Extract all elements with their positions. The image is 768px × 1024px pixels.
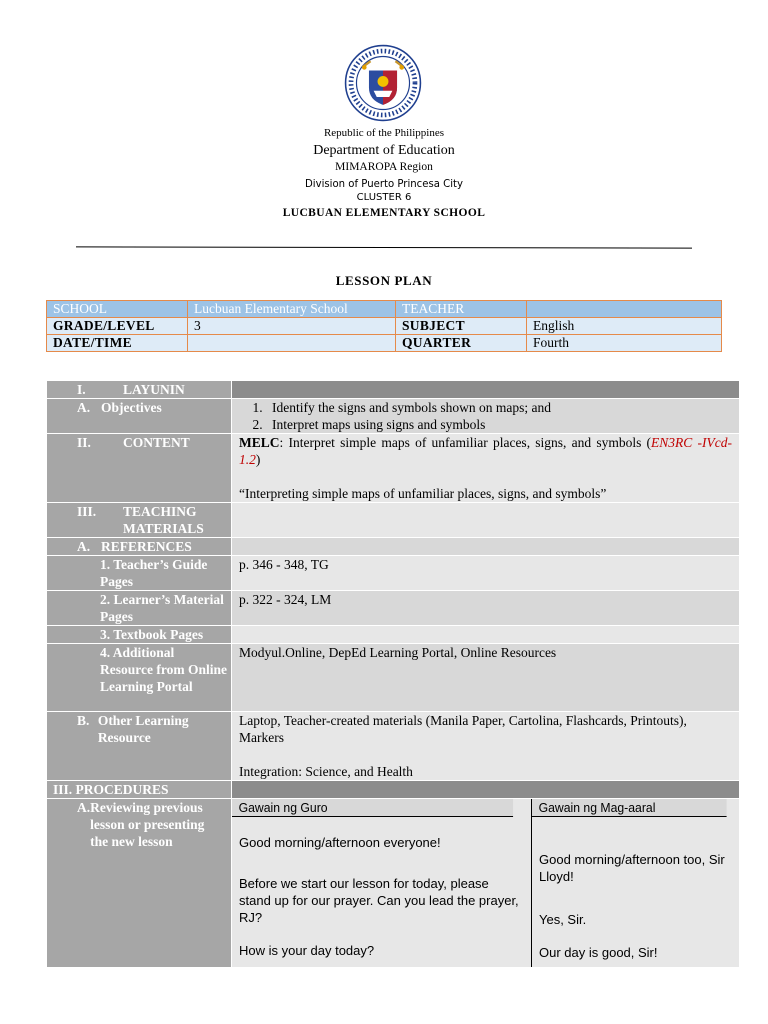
melc-label: MELC (239, 435, 280, 450)
content-quote: “Interpreting simple maps of unfamiliar places, signs, and symbols” (239, 486, 607, 501)
textbook-value (232, 626, 740, 644)
activity-split-table (232, 799, 739, 967)
info-row-school (47, 301, 722, 318)
republic-text: Republic of the Philippines (323, 127, 445, 139)
subject-value: English (527, 318, 722, 335)
objective-item: 2. Interpret maps using signs and symbols (266, 416, 732, 433)
materials-num: III. (77, 504, 97, 519)
row-procedures (47, 781, 740, 799)
additional-label: 4. Additional Resource from Online Learning Portal (100, 645, 227, 694)
row-textbook (47, 626, 740, 644)
objectives-label: Objectives (101, 400, 162, 415)
reviewing-num: A. (77, 800, 91, 815)
school-label: SCHOOL (47, 301, 188, 318)
lm-value: p. 322 - 324, LM (232, 591, 740, 626)
row-other-resource (47, 712, 740, 781)
lesson-plan-title: LESSON PLAN (335, 273, 433, 288)
student-line: Yes, Sir. (539, 912, 587, 927)
reviewing-label: Reviewing previous lesson or presenting the new lesson (90, 800, 205, 849)
quarter-label: QUARTER (396, 335, 527, 352)
deped-seal-logo (344, 44, 422, 122)
teacher-activity-header: Gawain ng Guro (232, 799, 513, 817)
department-text: Department of Education (313, 143, 455, 158)
row-teaching-materials: III. TEACHING MATERIALS (47, 503, 740, 538)
info-row-grade (47, 318, 722, 335)
content-num: II. (77, 435, 91, 450)
quarter-value: Fourth (527, 335, 722, 352)
other-value: Laptop, Teacher-created materials (Manila Paper, Cartolina, Flashcards, Printouts), Markers (239, 713, 687, 745)
additional-value: Modyul.Online, DepEd Learning Portal, Online Resources (232, 644, 740, 712)
other-label: Other Learning Resource (97, 713, 189, 745)
row-references (47, 538, 740, 556)
teacher-label: TEACHER (396, 301, 527, 318)
info-table (46, 300, 722, 352)
content-label: CONTENT (123, 435, 190, 450)
objectives-num: A. (77, 400, 91, 415)
header-divider (76, 246, 692, 248)
cluster-text: CLUSTER 6 (356, 192, 412, 203)
student-line: Our day is good, Sir! (539, 945, 658, 960)
datetime-label: DATE/TIME (47, 335, 188, 352)
tg-label: 1. Teacher’s Guide Pages (100, 557, 208, 589)
procedures-value (232, 781, 740, 799)
melc-text: MELC: Interpret simple maps of unfamiliar places, signs, and symbols (EN3RC -IVcd-1.2) (239, 435, 732, 467)
layunin-label: LAYUNIN (123, 382, 185, 397)
tg-value: p. 346 - 348, TG (232, 556, 740, 591)
school-name-heading: LUCBUAN ELEMENTARY SCHOOL (282, 207, 486, 219)
grade-value: 3 (188, 318, 396, 335)
student-line: Good morning/afternoon too, Sir Lloyd! (539, 852, 725, 884)
objectives-list (239, 399, 732, 433)
row-learners-material (47, 591, 740, 626)
teacher-activity-column (232, 799, 532, 967)
procedures-label: III. PROCEDURES (47, 781, 232, 799)
row-additional-resource (47, 644, 740, 712)
integration-text: Integration: Science, and Health (239, 764, 413, 779)
info-row-date (47, 335, 722, 352)
teacher-line: Good morning/afternoon everyone! (239, 835, 441, 850)
other-num: B. (77, 713, 90, 728)
layunin-num: I. (77, 382, 86, 397)
row-teachers-guide (47, 556, 740, 591)
textbook-label: 3. Textbook Pages (100, 627, 204, 642)
references-num: A. (77, 539, 91, 554)
references-value (232, 538, 740, 556)
lm-label: 2. Learner’s Material Pages (100, 592, 224, 624)
objective-item: 1. Identify the signs and symbols shown on maps; and (266, 399, 732, 416)
melc-code: EN3RC -IVcd-1.2 (239, 435, 732, 467)
row-content (47, 434, 740, 503)
division-text: Division of Puerto Princesa City (304, 177, 464, 190)
student-activity-header: Gawain ng Mag-aaral (532, 799, 727, 817)
lesson-plan-table (46, 380, 740, 968)
materials-label: TEACHING (123, 504, 197, 519)
teacher-value (527, 301, 722, 318)
datetime-value (188, 335, 396, 352)
row-objectives (47, 399, 740, 434)
layunin-value (232, 381, 740, 399)
row-layunin (47, 381, 740, 399)
row-reviewing (47, 799, 740, 968)
school-value: Lucbuan Elementary School (188, 301, 396, 318)
teacher-line: Before we start our lesson for today, please stand up for our prayer. Can you lead the prayer, RJ? (239, 876, 519, 925)
references-label: REFERENCES (101, 539, 192, 554)
grade-label: GRADE/LEVEL (47, 318, 188, 335)
region-text: MIMAROPA Region (335, 161, 433, 173)
teacher-line: How is your day today? (239, 943, 375, 958)
subject-label: SUBJECT (396, 318, 527, 335)
student-activity-column (532, 799, 739, 967)
materials-value (232, 503, 740, 538)
